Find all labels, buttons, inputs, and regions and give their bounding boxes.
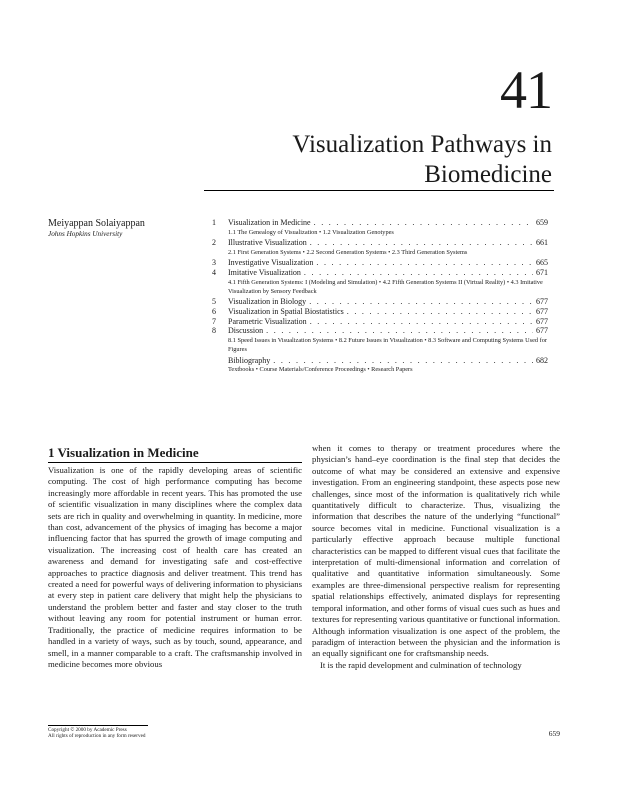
toc-item-subsections: Textbooks • Course Materials/Conference Proceedings • Research Papers bbox=[228, 366, 413, 374]
toc-item-page: 677 bbox=[536, 306, 548, 316]
page-number: 659 bbox=[548, 729, 560, 738]
toc-item-page: 661 bbox=[536, 238, 548, 247]
toc-item-number: 5 bbox=[212, 297, 216, 306]
body-paragraph: when it comes to therapy or treatment procedures where the physician’s hand–eye coordination is the final step that decides the outcome of what may be considered an extensive and expensive investigation. From an engineering standpoint, these aspects pose new challenges, since most of the information is qualitatively rich while quantitatively difficult to characterize. Thus, visualizing the information that describes the nature of the underlying “functional” source becomes vital in medicine. Functional visualization is a particularly effective approach because multiple functional characteristics can be mapped to different visual cues that facilitate the interpretation of multi-dimensional information and correlation of qualitative and quantitative information simultaneously. Some examples are three-dimensional perspective realism for representing spatial relationships effectively, animated displays for representing temporal information, and other forms of visual cues such as hues and textures for representing various quantitative or functional information. Although information visualization is one aspect of the problem, the paradigm of interaction between the physician and the information is an equally significant one for craftsmanship needs. bbox=[312, 443, 561, 659]
toc-item-subsections: 8.1 Speed Issues in Visualization Systems • 8.2 Future Issues in Visualization • 8.3 Software and Computing Systems Used for Figures bbox=[228, 337, 547, 354]
toc-item-title: Investigative Visualization bbox=[228, 258, 314, 267]
toc-item-number: 6 bbox=[212, 306, 216, 316]
toc-item[interactable] bbox=[212, 218, 548, 237]
toc-item-title: Imitative Visualization bbox=[228, 267, 301, 277]
chapter-title bbox=[152, 130, 552, 190]
body-paragraph: It is the rapid development and culmination of technology bbox=[320, 659, 522, 670]
toc-item-number: 7 bbox=[212, 316, 216, 326]
author-affiliation: Johns Hopkins University bbox=[48, 230, 123, 238]
author-name: Meiyappan Solaiyappan bbox=[48, 218, 145, 229]
toc-item-number: 3 bbox=[212, 258, 216, 267]
toc-item-title: Discussion bbox=[228, 326, 264, 336]
toc-leader bbox=[310, 238, 533, 248]
table-of-contents bbox=[212, 218, 548, 376]
rights-line: All rights of reproduction in any form reserved bbox=[48, 733, 146, 740]
body-paragraph: Visualization is one of the rapidly developing areas of scientific computing. The cost of high performance computing has become increasingly more affordable in recent years. This has promoted the use of scientific visualization in many disciplines where the complex data sets are rich in quality and overwhelming in quantity. In medicine, more than cost, advancement of the physics of imaging has become a major influencing factor that has spurred the growth of image computing and visualization. The increasing cost of health care has created an awareness and demand for investigating safe and cost-effective approaches to practice diagnosis and deliver treatment. This trend has created a need for powerful ways of delivering information to physicians at every step in patient care delivery that might help the physicians to understand the problem better and faster and stay closer to the truth without leaving any room for potential instrument or human error. Traditionally, the practice of medicine requires information to be handled in a variety of ways, such as by touch, sound, appearance, and smell, in a manner comparable to a craft. The craftsmanship involved in medicine becomes more obvious bbox=[48, 465, 302, 669]
toc-item-page: 665 bbox=[536, 258, 548, 267]
toc-leader bbox=[316, 258, 533, 268]
toc-item-number: 4 bbox=[212, 267, 216, 277]
toc-item-number: 8 bbox=[212, 326, 216, 336]
toc-item-number: 1 bbox=[212, 218, 216, 227]
copyright-line: Copyright © 2000 by Academic Press bbox=[48, 727, 127, 733]
toc-leader bbox=[266, 326, 533, 336]
copyright-notice bbox=[48, 727, 248, 740]
toc-item-page: 677 bbox=[536, 316, 548, 326]
toc-item[interactable] bbox=[212, 356, 548, 375]
toc-item[interactable] bbox=[212, 268, 548, 296]
toc-item-title: Bibliography bbox=[228, 355, 271, 365]
toc-item-title: Visualization in Spatial Biostatistics bbox=[228, 306, 344, 316]
toc-leader bbox=[309, 297, 533, 307]
section-rule bbox=[48, 462, 302, 463]
toc-leader bbox=[273, 356, 533, 366]
toc-item[interactable] bbox=[212, 258, 548, 268]
toc-item-subsections: 4.1 Fifth Generation Systems: I (Modeling and Simulation) • 4.2 Fifth Generation Systems II (Virtual Reality) • 4.3 Imitative Visualization by Sensory Feedback bbox=[228, 278, 543, 295]
toc-item-number: 2 bbox=[212, 238, 216, 247]
author-block bbox=[48, 218, 208, 239]
chapter-title-line-2: Biomedicine bbox=[424, 161, 552, 188]
toc-item-title: Visualization in Medicine bbox=[228, 218, 311, 227]
toc-leader bbox=[310, 317, 533, 327]
toc-item-subsections: 2.1 First Generation Systems • 2.2 Second Generation Systems • 2.3 Third Generation Systems bbox=[228, 248, 468, 256]
toc-item[interactable] bbox=[212, 307, 548, 317]
toc-item[interactable] bbox=[212, 317, 548, 327]
toc-item-page: 677 bbox=[536, 326, 548, 336]
toc-item-page: 677 bbox=[536, 297, 548, 306]
chapter-title-line-1: Visualization Pathways in bbox=[292, 131, 552, 158]
toc-leader bbox=[304, 268, 533, 278]
toc-item-title: Visualization in Biology bbox=[228, 297, 307, 306]
toc-leader bbox=[314, 218, 533, 228]
section-heading: 1 Visualization in Medicine bbox=[48, 445, 199, 460]
toc-item-title: Illustrative Visualization bbox=[228, 238, 307, 247]
toc-item-subsections: 1.1 The Genealogy of Visualization • 1.2 Visualization Genotypes bbox=[228, 228, 394, 236]
toc-leader bbox=[347, 307, 533, 317]
title-rule bbox=[204, 190, 554, 191]
body-column-left bbox=[48, 465, 302, 670]
body-column-right bbox=[312, 443, 560, 671]
toc-item-page: 659 bbox=[536, 218, 548, 227]
toc-item-page: 682 bbox=[536, 355, 548, 365]
footnote-rule bbox=[48, 725, 148, 726]
chapter-number: 41 bbox=[500, 60, 552, 120]
toc-item[interactable] bbox=[212, 238, 548, 257]
toc-item[interactable] bbox=[212, 326, 548, 354]
toc-item[interactable] bbox=[212, 297, 548, 307]
toc-item-title: Parametric Visualization bbox=[228, 316, 307, 326]
toc-item-page: 671 bbox=[536, 267, 548, 277]
